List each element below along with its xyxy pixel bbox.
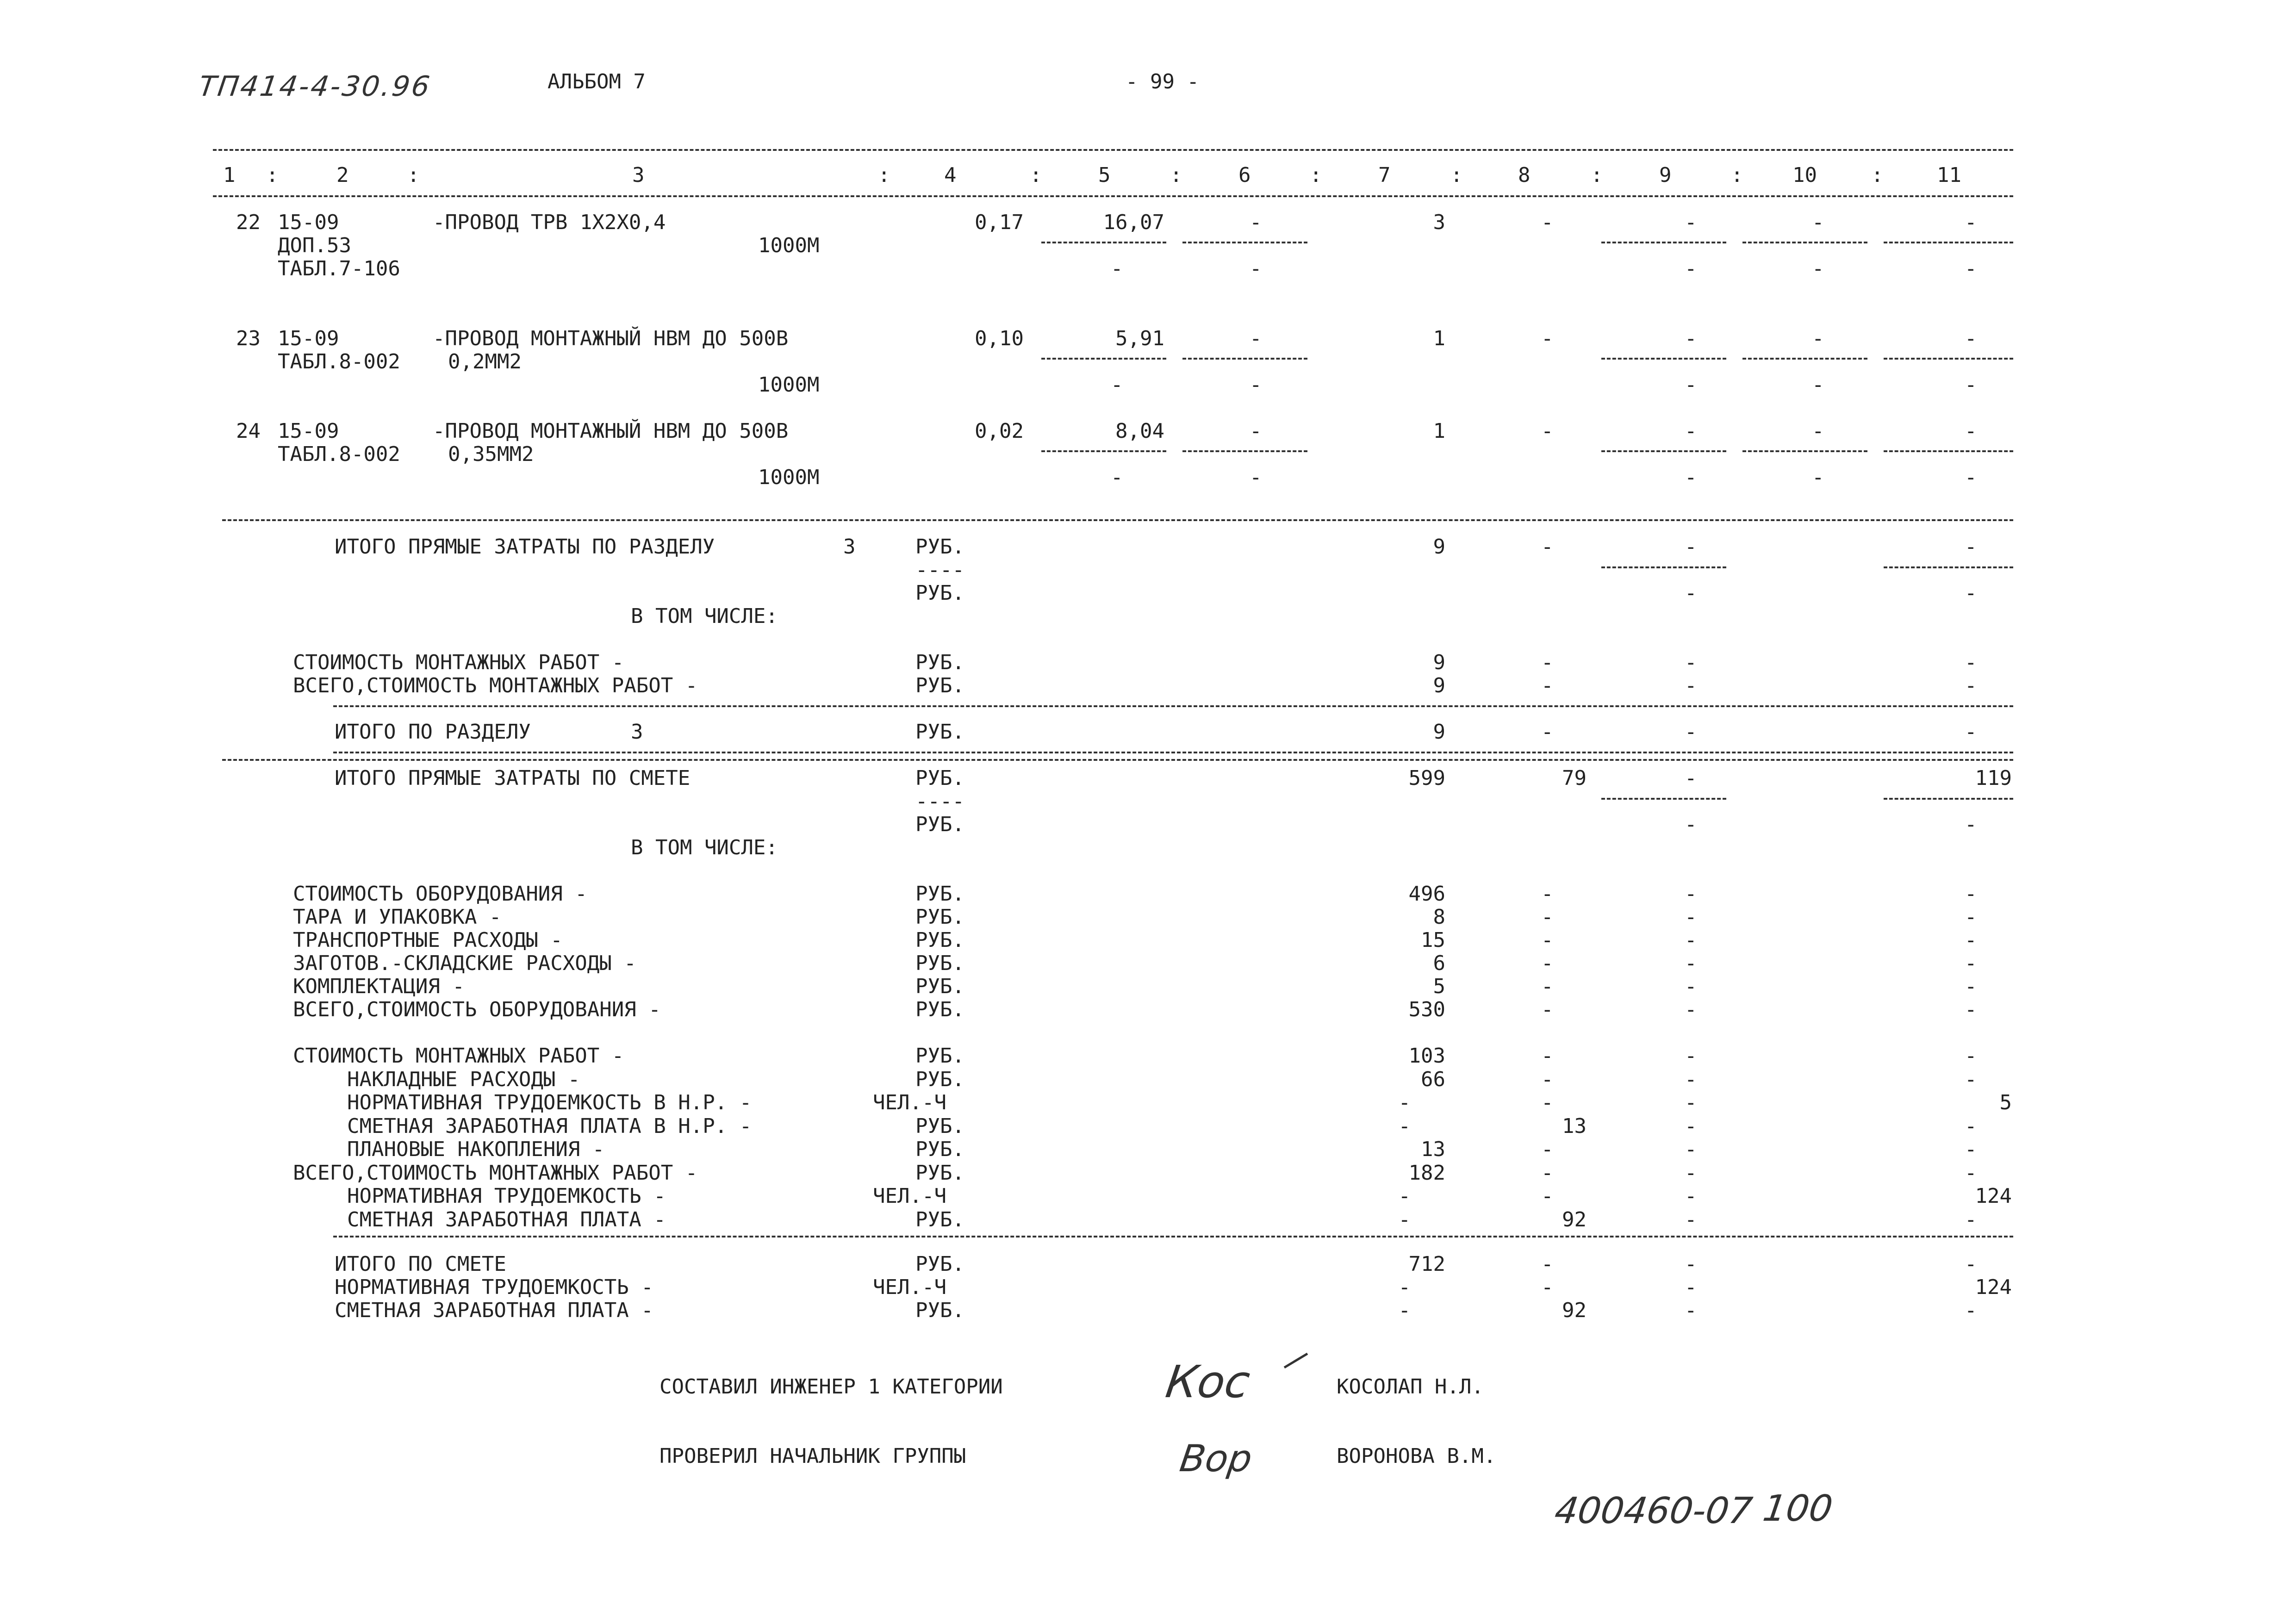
cell-col11: - bbox=[1965, 535, 1977, 559]
row-label: СТОИМОСТЬ ОБОРУДОВАНИЯ - bbox=[293, 882, 587, 906]
cell-col11-sub: - bbox=[1965, 813, 1977, 836]
cell-col9: - bbox=[1685, 535, 1697, 559]
item-name-line2: 0,2ММ2 bbox=[448, 350, 522, 373]
row-number: 24 bbox=[236, 419, 261, 443]
cell-col8: - bbox=[1541, 951, 1554, 975]
cell-col11: - bbox=[1965, 1161, 1977, 1185]
column-separator: : bbox=[1310, 163, 1322, 187]
row-label: ВСЕГО,СТОИМОСТЬ МОНТАЖНЫХ РАБОТ - bbox=[293, 1161, 698, 1185]
cell-col7: 599 bbox=[1408, 766, 1445, 790]
cell-col10: - bbox=[1812, 211, 1824, 234]
cell-col7: 1 bbox=[1433, 419, 1445, 443]
cell-col8: 92 bbox=[1562, 1207, 1587, 1231]
cell-col11: - bbox=[1965, 1138, 1977, 1161]
checked-signature: Вор bbox=[1177, 1437, 1255, 1480]
cell-col9: - bbox=[1685, 1091, 1697, 1114]
cell-col9-sub: - bbox=[1685, 813, 1697, 836]
cell-col9: - bbox=[1685, 882, 1697, 906]
price-code-line2: ДОП.53 bbox=[278, 234, 351, 257]
cell-col6: - bbox=[1250, 419, 1262, 443]
cell-col7: - bbox=[1398, 1184, 1411, 1208]
cell-col9: - bbox=[1685, 975, 1697, 998]
unit-short-dash: ---- bbox=[915, 790, 964, 813]
divider bbox=[1041, 450, 1166, 452]
cell-col11: - bbox=[1965, 211, 1977, 234]
column-number: 6 bbox=[1238, 163, 1251, 187]
divider bbox=[1041, 242, 1166, 243]
cell-col10-sub: - bbox=[1812, 466, 1824, 489]
unit: РУБ. bbox=[915, 998, 964, 1021]
divider bbox=[1182, 242, 1307, 243]
column-number: 11 bbox=[1937, 163, 1961, 187]
column-number: 8 bbox=[1518, 163, 1531, 187]
unit: ЧЕЛ.-Ч bbox=[873, 1091, 946, 1114]
cell-col8: - bbox=[1541, 1161, 1554, 1185]
cell-col5: 16,07 bbox=[1103, 211, 1164, 234]
divider bbox=[1742, 450, 1867, 452]
cell-col5-sub: - bbox=[1111, 373, 1123, 397]
unit: РУБ. bbox=[915, 674, 964, 697]
row-number: 22 bbox=[236, 211, 261, 234]
cell-col7: 9 bbox=[1433, 674, 1445, 697]
cell-col9: - bbox=[1685, 905, 1697, 929]
composed-by-name: КОСОЛАП Н.Л. bbox=[1337, 1375, 1484, 1399]
cell-col9: - bbox=[1685, 720, 1697, 744]
row-label: СМЕТНАЯ ЗАРАБОТНАЯ ПЛАТА - bbox=[347, 1207, 666, 1231]
column-separator: : bbox=[1871, 163, 1884, 187]
cell-col8: - bbox=[1541, 211, 1554, 234]
cell-col9: - bbox=[1685, 1138, 1697, 1161]
cell-col7: - bbox=[1398, 1207, 1411, 1231]
section-number: 3 bbox=[631, 720, 643, 744]
row-label: НОРМАТИВНАЯ ТРУДОЕМКОСТЬ В Н.Р. - bbox=[347, 1091, 752, 1114]
divider bbox=[213, 149, 2013, 151]
divider bbox=[333, 1236, 2013, 1237]
cell-col9: - bbox=[1685, 1114, 1697, 1138]
unit: РУБ. bbox=[915, 535, 964, 559]
divider bbox=[1601, 358, 1726, 360]
column-separator: : bbox=[1731, 163, 1743, 187]
column-separator: : bbox=[878, 163, 890, 187]
cell-quantity: 0,10 bbox=[975, 327, 1024, 350]
cell-col7: 13 bbox=[1421, 1138, 1445, 1161]
signature-stroke bbox=[1282, 1351, 1310, 1370]
cell-col11: - bbox=[1965, 905, 1977, 929]
row-label: НАКЛАДНЫЕ РАСХОДЫ - bbox=[347, 1067, 580, 1091]
cell-col7: 5 bbox=[1433, 975, 1445, 998]
cell-col11-sub: - bbox=[1965, 581, 1977, 605]
cell-col9-sub: - bbox=[1685, 257, 1697, 280]
stamp-sheet: 100 bbox=[1760, 1488, 1836, 1530]
cell-col8: - bbox=[1541, 882, 1554, 906]
divider bbox=[222, 519, 2013, 521]
cell-col7: 66 bbox=[1421, 1067, 1445, 1091]
cell-col10-sub: - bbox=[1812, 257, 1824, 280]
cell-col7: - bbox=[1398, 1114, 1411, 1138]
section-total-label: ИТОГО ПО РАЗДЕЛУ bbox=[335, 720, 531, 744]
item-name: -ПРОВОД ТРВ 1Х2Х0,4 bbox=[433, 211, 666, 234]
cell-col8: - bbox=[1541, 327, 1554, 350]
divider bbox=[1182, 358, 1307, 360]
cell-col11: - bbox=[1965, 1207, 1977, 1231]
cell-col11: - bbox=[1965, 1114, 1977, 1138]
item-unit: 1000М bbox=[758, 234, 820, 257]
cell-col8: - bbox=[1541, 1044, 1554, 1068]
cell-col8: 92 bbox=[1562, 1299, 1587, 1322]
column-number: 9 bbox=[1659, 163, 1672, 187]
cell-col7: 6 bbox=[1433, 951, 1445, 975]
cell-col11: - bbox=[1965, 720, 1977, 744]
cell-col5-sub: - bbox=[1111, 466, 1123, 489]
unit: ЧЕЛ.-Ч bbox=[873, 1184, 946, 1208]
document-code: ТП414-4-30.96 bbox=[197, 70, 434, 103]
cell-quantity: 0,02 bbox=[975, 419, 1024, 443]
cell-col8: - bbox=[1541, 905, 1554, 929]
composed-by-label: СОСТАВИЛ ИНЖЕНЕР 1 КАТЕГОРИИ bbox=[660, 1375, 1003, 1399]
divider bbox=[1601, 242, 1726, 243]
unit: РУБ. bbox=[915, 766, 964, 790]
cell-col9: - bbox=[1685, 1207, 1697, 1231]
cell-col9: - bbox=[1685, 674, 1697, 697]
column-separator: : bbox=[1591, 163, 1603, 187]
checked-by-name: ВОРОНОВА В.М. bbox=[1337, 1444, 1496, 1468]
unit: РУБ. bbox=[915, 1299, 964, 1322]
divider bbox=[1601, 566, 1726, 568]
column-number: 3 bbox=[632, 163, 645, 187]
cell-col10-sub: - bbox=[1812, 373, 1824, 397]
cell-col10: - bbox=[1812, 419, 1824, 443]
cell-col9: - bbox=[1685, 951, 1697, 975]
cell-col7: 530 bbox=[1408, 998, 1445, 1021]
column-number: 7 bbox=[1378, 163, 1391, 187]
cell-col7: 15 bbox=[1421, 928, 1445, 952]
cell-col11: - bbox=[1965, 327, 1977, 350]
page-number: - 99 - bbox=[1126, 70, 1199, 93]
cell-col8: - bbox=[1541, 1067, 1554, 1091]
cell-col9: - bbox=[1685, 1252, 1697, 1276]
row-label: СТОИМОСТЬ МОНТАЖНЫХ РАБОТ - bbox=[293, 651, 624, 674]
cell-col8: - bbox=[1541, 998, 1554, 1021]
cell-col7: - bbox=[1398, 1091, 1411, 1114]
cell-col11: - bbox=[1965, 1252, 1977, 1276]
item-name: -ПРОВОД МОНТАЖНЫЙ НВМ ДО 500В bbox=[433, 327, 789, 350]
cell-col9: - bbox=[1685, 1299, 1697, 1322]
unit: РУБ. bbox=[915, 651, 964, 674]
cell-col8: - bbox=[1541, 975, 1554, 998]
column-separator: : bbox=[1170, 163, 1182, 187]
cell-col11: 124 bbox=[1975, 1275, 2012, 1299]
unit: РУБ. bbox=[915, 905, 964, 929]
including-label: В ТОМ ЧИСЛЕ: bbox=[631, 836, 778, 859]
cell-col8: 79 bbox=[1562, 766, 1587, 790]
cell-col6: - bbox=[1250, 327, 1262, 350]
column-number: 4 bbox=[944, 163, 957, 187]
cell-col9: - bbox=[1685, 651, 1697, 674]
cell-col11-sub: - bbox=[1965, 373, 1977, 397]
divider bbox=[222, 759, 2013, 761]
cell-col7: - bbox=[1398, 1299, 1411, 1322]
section-number: 3 bbox=[843, 535, 856, 559]
cell-col8: - bbox=[1541, 1275, 1554, 1299]
column-separator: : bbox=[266, 163, 279, 187]
cell-col9: - bbox=[1685, 1161, 1697, 1185]
cell-col8: - bbox=[1541, 651, 1554, 674]
checked-by-label: ПРОВЕРИЛ НАЧАЛЬНИК ГРУППЫ bbox=[660, 1444, 966, 1468]
cell-col8: - bbox=[1541, 1138, 1554, 1161]
cell-col11: - bbox=[1965, 998, 1977, 1021]
divider bbox=[1884, 242, 2013, 243]
cell-col9-sub: - bbox=[1685, 373, 1697, 397]
cell-col11: - bbox=[1965, 651, 1977, 674]
cell-col11: - bbox=[1965, 882, 1977, 906]
cell-col5-sub: - bbox=[1111, 257, 1123, 280]
unit: РУБ. bbox=[915, 975, 964, 998]
unit: РУБ. bbox=[915, 1161, 964, 1185]
cell-col7: 8 bbox=[1433, 905, 1445, 929]
row-label: ВСЕГО,СТОИМОСТЬ МОНТАЖНЫХ РАБОТ - bbox=[293, 674, 698, 697]
unit: ЧЕЛ.-Ч bbox=[873, 1275, 946, 1299]
unit: РУБ. bbox=[915, 882, 964, 906]
including-label: В ТОМ ЧИСЛЕ: bbox=[631, 604, 778, 628]
item-unit: 1000М bbox=[758, 466, 820, 489]
cell-col8: - bbox=[1541, 419, 1554, 443]
row-label: КОМПЛЕКТАЦИЯ - bbox=[293, 975, 465, 998]
row-label: НОРМАТИВНАЯ ТРУДОЕМКОСТЬ - bbox=[347, 1184, 666, 1208]
cell-col11: 124 bbox=[1975, 1184, 2012, 1208]
divider bbox=[1884, 358, 2013, 360]
unit: РУБ. bbox=[915, 1207, 964, 1231]
divider bbox=[333, 752, 2013, 753]
row-label: СТОИМОСТЬ МОНТАЖНЫХ РАБОТ - bbox=[293, 1044, 624, 1068]
cell-col7: 1 bbox=[1433, 327, 1445, 350]
section-direct-label: ИТОГО ПРЯМЫЕ ЗАТРАТЫ ПО РАЗДЕЛУ bbox=[335, 535, 715, 559]
cell-col7: 9 bbox=[1433, 535, 1445, 559]
cell-col9: - bbox=[1685, 928, 1697, 952]
cell-col8: - bbox=[1541, 1252, 1554, 1276]
cell-col9: - bbox=[1685, 327, 1697, 350]
divider bbox=[333, 705, 2013, 707]
cell-col11: - bbox=[1965, 1067, 1977, 1091]
cell-col6-sub: - bbox=[1250, 373, 1262, 397]
cell-col9: - bbox=[1685, 419, 1697, 443]
cell-col7: 9 bbox=[1433, 651, 1445, 674]
cell-col11-sub: - bbox=[1965, 466, 1977, 489]
divider bbox=[1041, 358, 1166, 360]
unit: РУБ. bbox=[915, 1067, 964, 1091]
row-label: ПЛАНОВЫЕ НАКОПЛЕНИЯ - bbox=[347, 1138, 605, 1161]
cell-col9: - bbox=[1685, 1275, 1697, 1299]
cell-col10: - bbox=[1812, 327, 1824, 350]
cell-col5: 8,04 bbox=[1115, 419, 1164, 443]
cell-col8: 13 bbox=[1562, 1114, 1587, 1138]
cell-col8: - bbox=[1541, 674, 1554, 697]
unit: РУБ. bbox=[915, 720, 964, 744]
divider bbox=[1601, 798, 1726, 800]
column-number: 2 bbox=[336, 163, 349, 187]
unit: РУБ. bbox=[915, 928, 964, 952]
item-name: -ПРОВОД МОНТАЖНЫЙ НВМ ДО 500В bbox=[433, 419, 789, 443]
cell-col11: 5 bbox=[1999, 1091, 2012, 1114]
unit: РУБ. bbox=[915, 1138, 964, 1161]
cell-col9-sub: - bbox=[1685, 466, 1697, 489]
cell-col7: 496 bbox=[1408, 882, 1445, 906]
cell-col7: 182 bbox=[1408, 1161, 1445, 1185]
cell-col7: 712 bbox=[1408, 1252, 1445, 1276]
price-code-line3: ТАБЛ.7-106 bbox=[278, 257, 400, 280]
cell-col11: - bbox=[1965, 1044, 1977, 1068]
cell-col8: - bbox=[1541, 1091, 1554, 1114]
cell-col11: - bbox=[1965, 674, 1977, 697]
cell-col6: - bbox=[1250, 211, 1262, 234]
cell-col6-sub: - bbox=[1250, 257, 1262, 280]
column-separator: : bbox=[1030, 163, 1042, 187]
cell-col9: - bbox=[1685, 1044, 1697, 1068]
row-label: ЗАГОТОВ.-СКЛАДСКИЕ РАСХОДЫ - bbox=[293, 951, 636, 975]
cell-col7: 9 bbox=[1433, 720, 1445, 744]
row-label: НОРМАТИВНАЯ ТРУДОЕМКОСТЬ - bbox=[335, 1275, 653, 1299]
cell-col11: 119 bbox=[1975, 766, 2012, 790]
row-label: ВСЕГО,СТОИМОСТЬ ОБОРУДОВАНИЯ - bbox=[293, 998, 661, 1021]
column-number: 5 bbox=[1098, 163, 1111, 187]
cell-col11: - bbox=[1965, 419, 1977, 443]
cell-col8: - bbox=[1541, 928, 1554, 952]
cell-col11: - bbox=[1965, 1299, 1977, 1322]
cell-col9: - bbox=[1685, 998, 1697, 1021]
row-label: СМЕТНАЯ ЗАРАБОТНАЯ ПЛАТА - bbox=[335, 1299, 653, 1322]
row-number: 23 bbox=[236, 327, 261, 350]
unit: РУБ. bbox=[915, 1252, 964, 1276]
column-separator: : bbox=[1450, 163, 1463, 187]
cell-col8: - bbox=[1541, 535, 1554, 559]
cell-col7: 103 bbox=[1408, 1044, 1445, 1068]
row-label: ИТОГО ПО СМЕТЕ bbox=[335, 1252, 506, 1276]
estimate-direct-label: ИТОГО ПРЯМЫЕ ЗАТРАТЫ ПО СМЕТЕ bbox=[335, 766, 691, 790]
unit: РУБ. bbox=[915, 581, 964, 605]
unit-short-dash: ---- bbox=[915, 558, 964, 582]
price-code: 15-09 bbox=[278, 211, 339, 234]
cell-col11: - bbox=[1965, 951, 1977, 975]
divider bbox=[1884, 798, 2013, 800]
row-label: СМЕТНАЯ ЗАРАБОТНАЯ ПЛАТА В Н.Р. - bbox=[347, 1114, 752, 1138]
row-label: ТРАНСПОРТНЫЕ РАСХОДЫ - bbox=[293, 928, 563, 952]
cell-col9: - bbox=[1685, 1067, 1697, 1091]
item-unit: 1000М bbox=[758, 373, 820, 397]
unit: РУБ. bbox=[915, 1114, 964, 1138]
price-code-line2: ТАБЛ.8-002 bbox=[278, 442, 400, 466]
item-name-line2: 0,35ММ2 bbox=[448, 442, 534, 466]
cell-col11-sub: - bbox=[1965, 257, 1977, 280]
composed-signature: Кос bbox=[1163, 1356, 1253, 1408]
divider bbox=[1601, 450, 1726, 452]
column-number: 10 bbox=[1792, 163, 1817, 187]
divider bbox=[1742, 242, 1867, 243]
divider bbox=[1884, 566, 2013, 568]
divider bbox=[1182, 450, 1307, 452]
stamp-code: 400460-07 bbox=[1552, 1490, 1755, 1532]
cell-col8: - bbox=[1541, 1184, 1554, 1208]
cell-col9-sub: - bbox=[1685, 581, 1697, 605]
unit: РУБ. bbox=[915, 813, 964, 836]
column-separator: : bbox=[407, 163, 420, 187]
cell-col9: - bbox=[1685, 766, 1697, 790]
row-label: ТАРА И УПАКОВКА - bbox=[293, 905, 502, 929]
cell-col9: - bbox=[1685, 211, 1697, 234]
price-code: 15-09 bbox=[278, 327, 339, 350]
unit: РУБ. bbox=[915, 1044, 964, 1068]
cell-col8: - bbox=[1541, 720, 1554, 744]
cell-col7: - bbox=[1398, 1275, 1411, 1299]
cell-col5: 5,91 bbox=[1115, 327, 1164, 350]
album-label: АЛЬБОМ 7 bbox=[548, 70, 646, 93]
cell-col7: 3 bbox=[1433, 211, 1445, 234]
price-code-line2: ТАБЛ.8-002 bbox=[278, 350, 400, 373]
divider bbox=[1884, 450, 2013, 452]
price-code: 15-09 bbox=[278, 419, 339, 443]
divider bbox=[213, 195, 2013, 197]
cell-col11: - bbox=[1965, 928, 1977, 952]
cell-quantity: 0,17 bbox=[975, 211, 1024, 234]
unit: РУБ. bbox=[915, 951, 964, 975]
cell-col11: - bbox=[1965, 975, 1977, 998]
cell-col9: - bbox=[1685, 1184, 1697, 1208]
column-number: 1 bbox=[223, 163, 236, 187]
divider bbox=[1742, 358, 1867, 360]
cell-col6-sub: - bbox=[1250, 466, 1262, 489]
